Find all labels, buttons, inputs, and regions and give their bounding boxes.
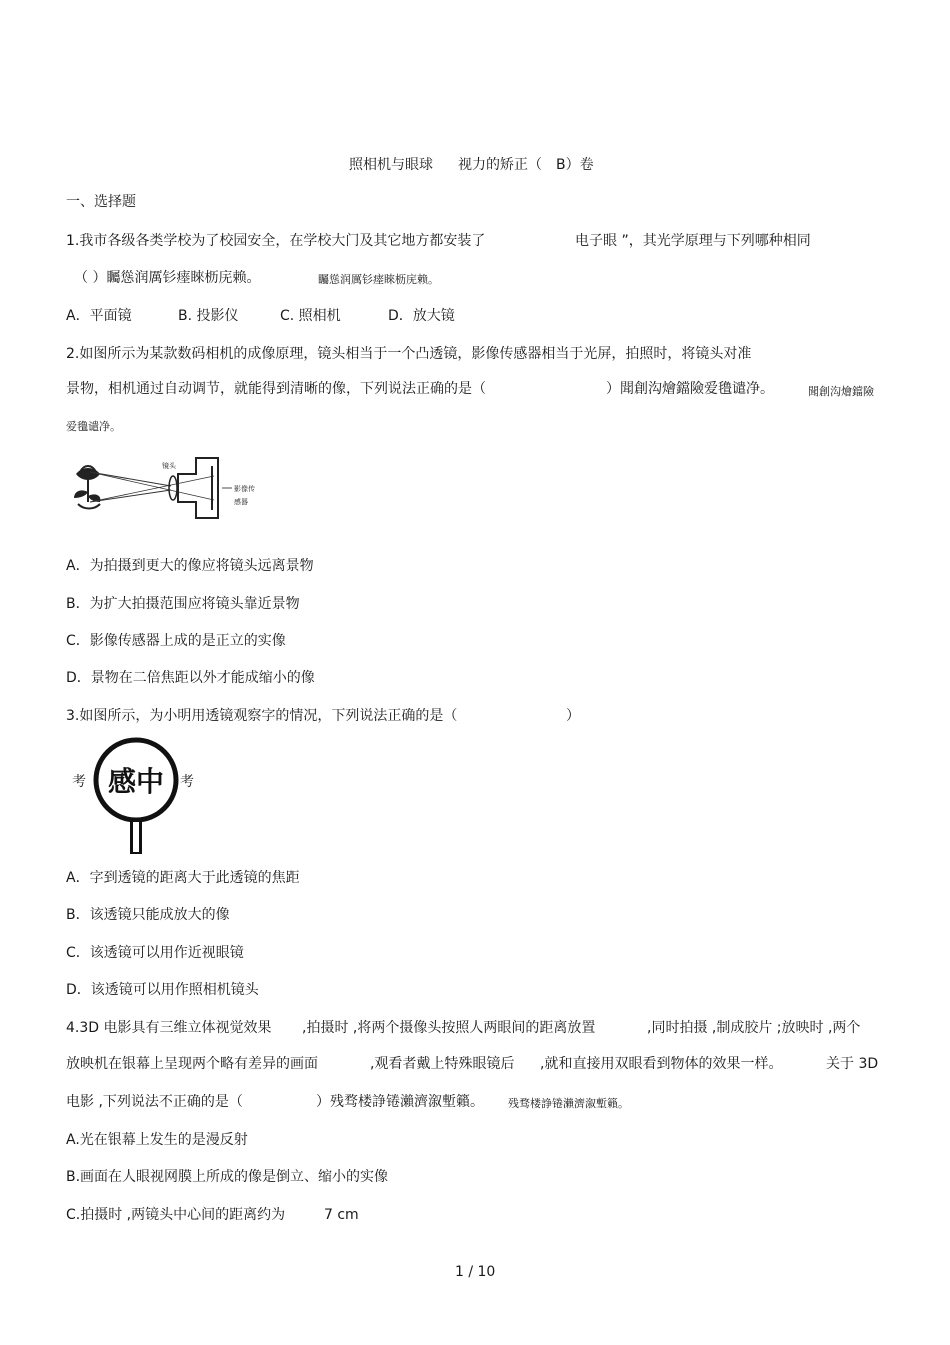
q2-option-b: B．为扩大拍摄范围应将镜头靠近景物 (66, 596, 300, 612)
q3-option-d: D．该透镜可以用作照相机镜头 (66, 982, 259, 998)
q4-line2d: 关于 3D (826, 1056, 879, 1072)
magnifier-left-char: 考 (72, 774, 86, 790)
q2-line2a: 景物，相机通过自动调节，就能得到清晰的像，下列说法正确的是（ (66, 381, 486, 397)
q1-line1a: 1.我市各级各类学校为了校园安全，在学校大门及其它地方都安装了 (66, 233, 486, 249)
q2-line2b: ）聞創沟燴鐺險爱氇谴净。 (606, 381, 774, 397)
title-tail: B）卷 (556, 157, 594, 173)
q4-line3b: ）残骛楼諍锩瀨濟溆塹籟。 (316, 1094, 484, 1110)
q1-line2b: 矚慫润厲钐瘗睞枥庑赖。 (318, 273, 439, 286)
title-sub: 视力的矫正（ (458, 157, 542, 173)
q1-option-b: B. 投影仪 (178, 308, 239, 324)
title-main: 照相机与眼球 (349, 157, 433, 173)
page-number: 1 / 10 (455, 1264, 496, 1280)
q4-line1c: ,同时拍摄 ,制成胶片 ;放映时 ,两个 (647, 1020, 861, 1036)
q4-option-b: B.画面在人眼视网膜上所成的像是倒立、缩小的实像 (66, 1169, 389, 1185)
q2-option-a: A．为拍摄到更大的像应将镜头远离景物 (66, 558, 314, 574)
magnifier-right-char: 考 (180, 774, 194, 790)
q2-option-c: C．影像传感器上成的是正立的实像 (66, 633, 286, 649)
q1-option-c: C. 照相机 (280, 308, 341, 324)
q4-option-c: C.拍摄时 ,两镜头中心间的距离约为 (66, 1207, 286, 1223)
lens-icon (169, 476, 177, 500)
sensor-label-1: 影像传 (234, 485, 255, 493)
q4-option-a: A.光在银幕上发生的是漫反射 (66, 1132, 248, 1148)
magnifier-center-text: 感中 (107, 765, 165, 798)
q4-line3a: 电影 ,下列说法不正确的是（ (66, 1094, 243, 1110)
q2-line1: 2.如图所示为某款数码相机的成像原理，镜头相当于一个凸透镜，影像传感器相当于光屏，拍照时，将镜头对准 (66, 346, 752, 362)
q4-line1b: ,拍摄时 ,将两个摄像头按照人两眼间的距离放置 (302, 1020, 596, 1036)
flower-object-icon (74, 466, 100, 509)
camera-principle-figure (66, 452, 276, 524)
q4-line3c: 残骛楼諍锩瀨濟溆塹籟。 (508, 1097, 629, 1110)
q3-line1a: 3.如图所示，为小明用透镜观察字的情况，下列说法正确的是（ (66, 708, 458, 724)
sensor-label-2: 感器 (234, 498, 248, 506)
q4-line1a: 4.3D 电影具有三维立体视觉效果 (66, 1020, 272, 1036)
q3-line1b: ） (566, 708, 580, 724)
q1-option-d: D．放大镜 (388, 308, 455, 324)
q3-option-a: A．字到透镜的距离大于此透镜的焦距 (66, 870, 300, 886)
q1-option-a: A．平面镜 (66, 308, 132, 324)
lens-label: 镜头 (162, 462, 176, 470)
q4-line2b: ,观看者戴上特殊眼镜后 (370, 1056, 515, 1072)
q4-line2a: 放映机在银幕上呈现两个略有差异的画面 (66, 1056, 318, 1072)
q3-option-b: B．该透镜只能成放大的像 (66, 907, 230, 923)
q1-line1b: 电子眼 ”，其光学原理与下列哪种相同 (575, 233, 811, 249)
q2-line3: 爱氇谴净。 (66, 420, 121, 433)
q3-option-c: C．该透镜可以用作近视眼镜 (66, 945, 244, 961)
q4-option-c-value: 7 cm (324, 1207, 359, 1223)
magnifier-figure (66, 734, 206, 856)
q2-line2c: 聞創沟燴鐺險 (808, 385, 874, 398)
q1-line2a: （ ）矚慫润厲钐瘗睞枥庑赖。 (74, 270, 261, 286)
q2-option-d: D．景物在二倍焦距以外才能成缩小的像 (66, 670, 315, 686)
q4-line2c: ,就和直接用双眼看到物体的效果一样。 (540, 1056, 783, 1072)
section-heading: 一、选择题 (66, 194, 136, 210)
